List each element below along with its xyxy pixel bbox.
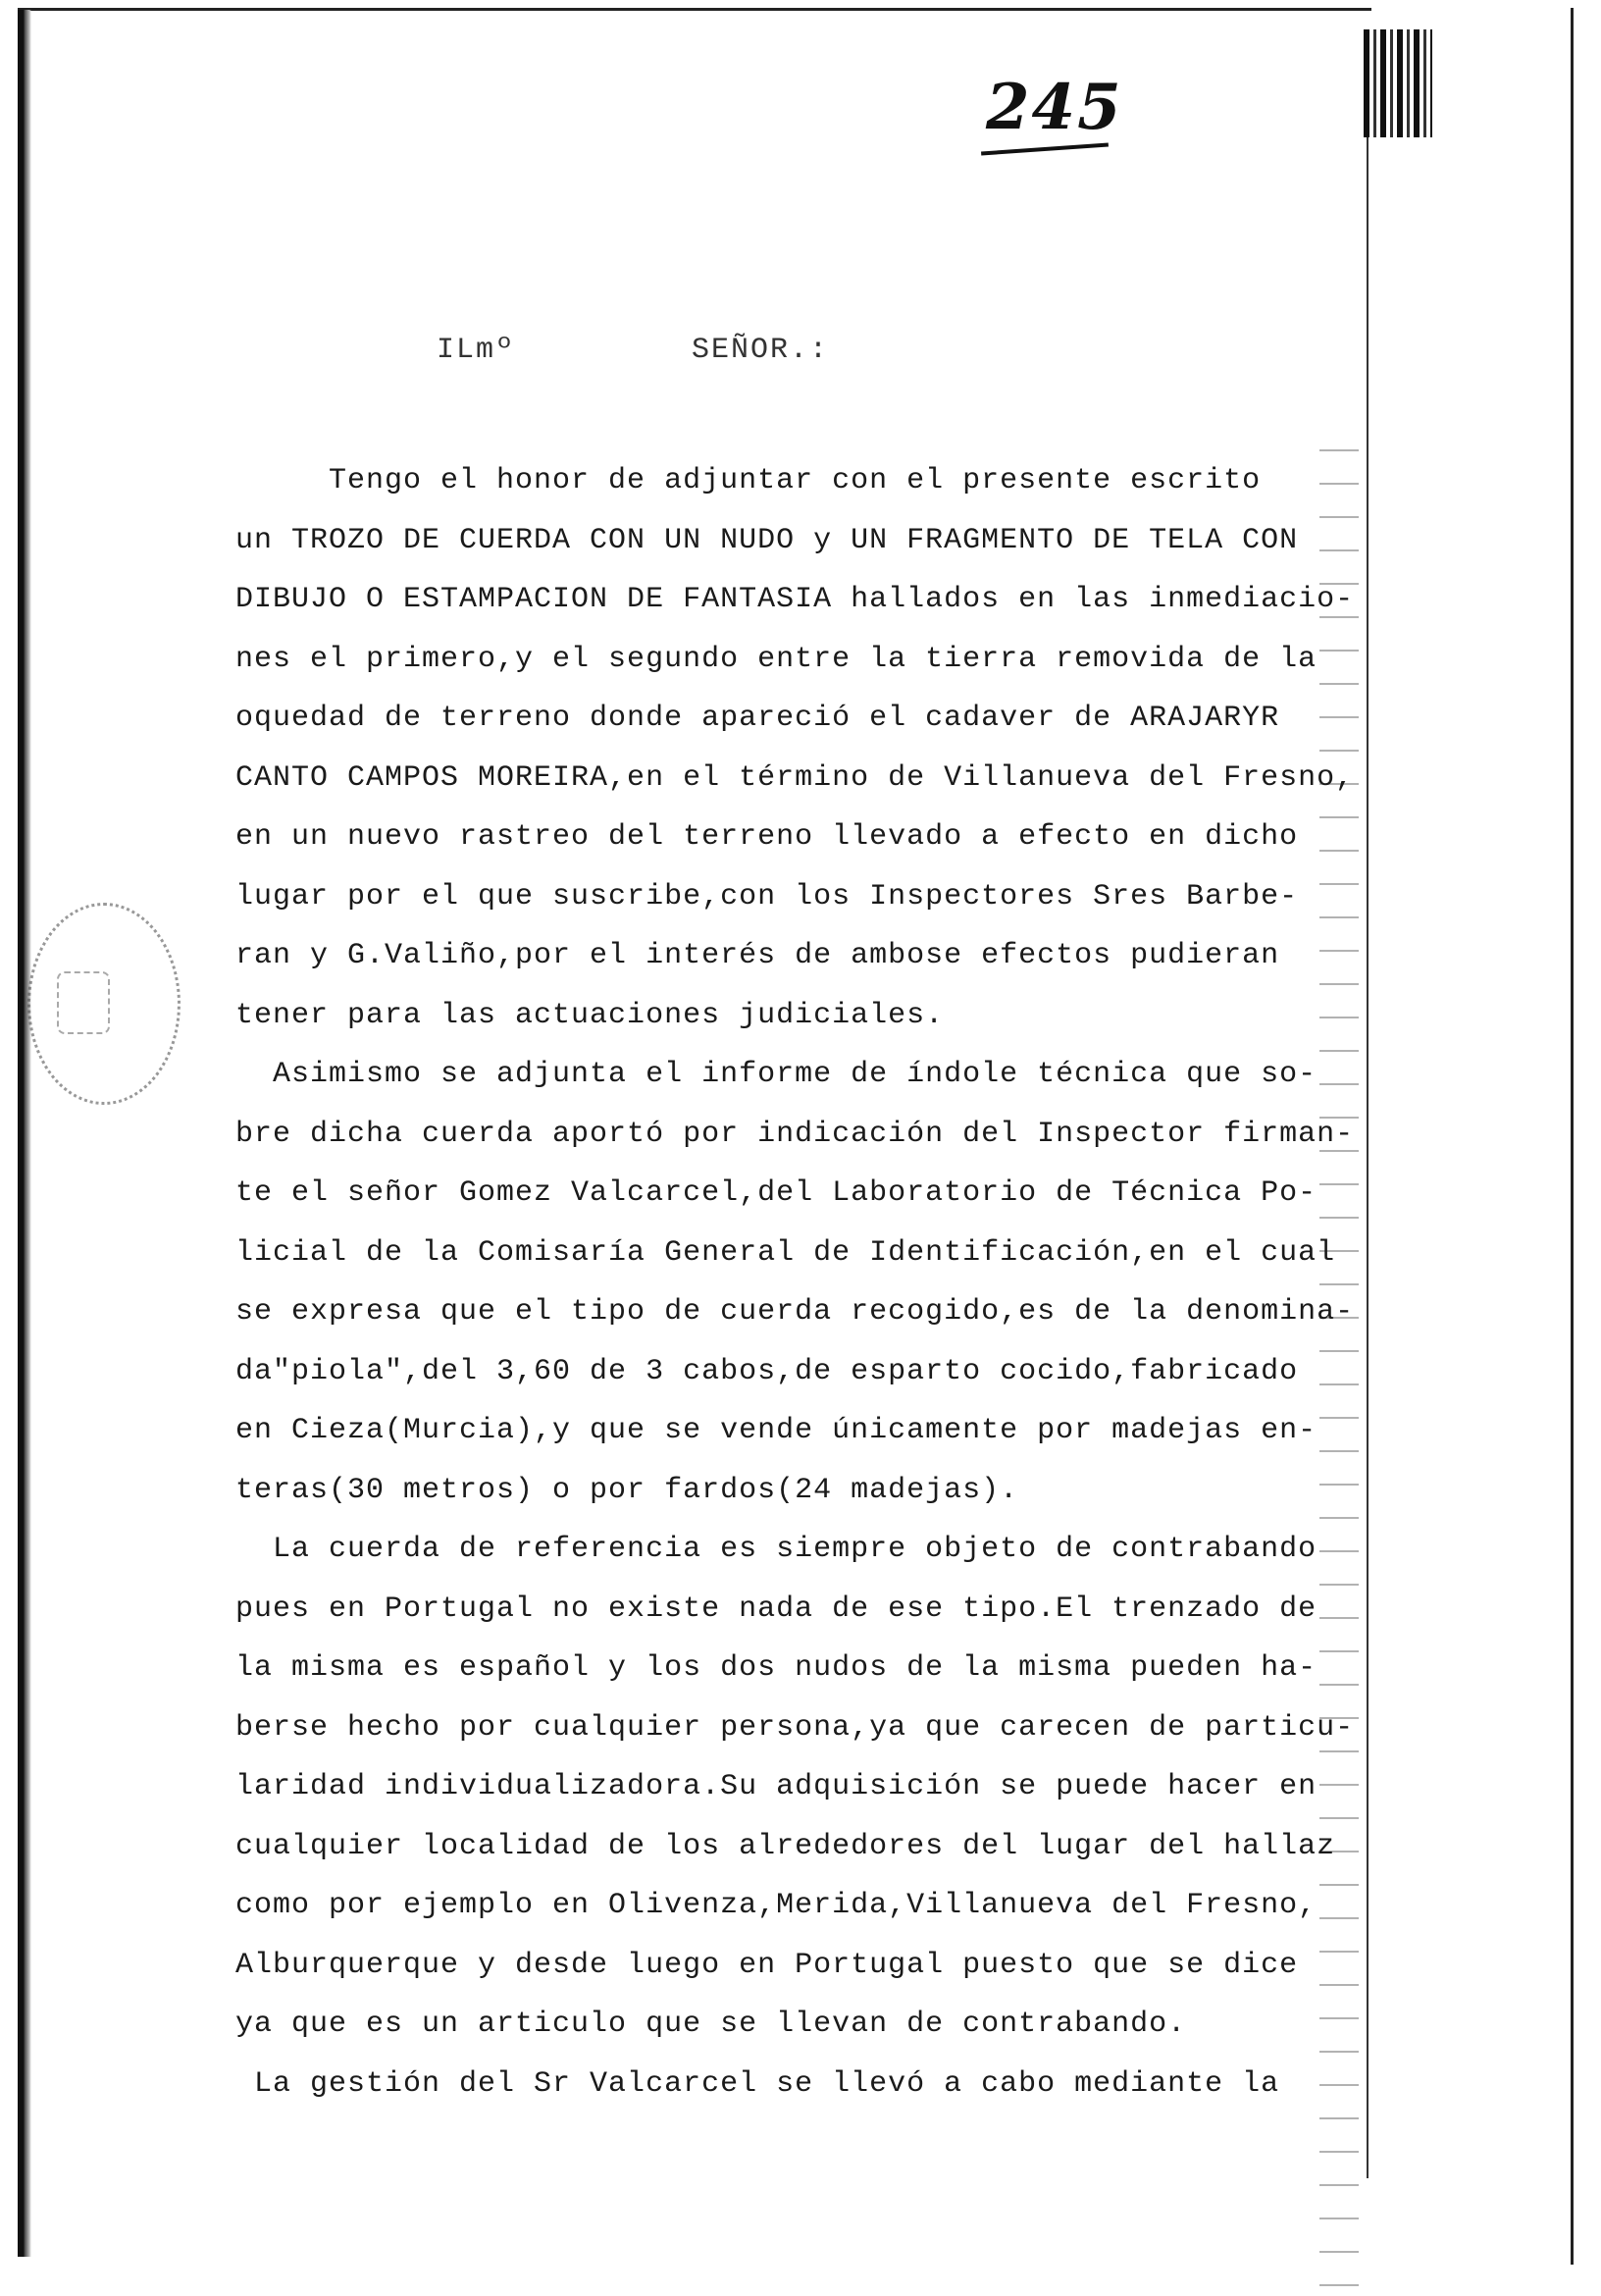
text-line: te el señor Gomez Valcarcel,del Laboratorio de Técnica Po- (235, 1176, 1317, 1210)
text-line: DIBUJO O ESTAMPACION DE FANTASIA hallados en las inmediacio- (235, 583, 1355, 616)
text-line: La cuerda de referencia es siempre objeto de contrabando (235, 1533, 1317, 1566)
text-line: ran y G.Valiño,por el interés de ambose efectos pudieran (235, 939, 1280, 972)
page-number-underline (981, 142, 1109, 155)
scan-corner-marks (1364, 29, 1432, 137)
text-line: Alburquerque y desde luego en Portugal puesto que se dice (235, 1948, 1299, 1982)
text-line: teras(30 metros) o por fardos(24 madejas). (235, 1473, 1019, 1507)
text-line: la misma es español y los dos nudos de la misma pueden ha- (235, 1651, 1317, 1685)
text-line: un TROZO DE CUERDA CON UN NUDO y UN FRAGMENTO DE TELA CON (235, 523, 1299, 557)
page-edge-left (18, 10, 31, 2257)
page-number: 245 (986, 71, 1123, 144)
salutation: ILmº SEÑOR.: (437, 334, 830, 367)
text-line: se expresa que el tipo de cuerda recogido,es de la denomina- (235, 1295, 1355, 1329)
text-line: berse hecho por cualquier persona,ya que carecen de particu- (235, 1710, 1355, 1745)
text-line: laridad individualizadora.Su adquisición se puede hacer en (235, 1770, 1317, 1803)
faded-stamp-inner (57, 971, 110, 1034)
text-line: nes el primero,y el segundo entre la tierra removida de la (235, 642, 1317, 676)
text-line: La gestión del Sr Valcarcel se llevó a cabo mediante la (235, 2066, 1280, 2101)
page-edge-top (18, 8, 1371, 11)
text-line: da"piola",del 3,60 de 3 cabos,de esparto cocido,fabricado (235, 1354, 1299, 1388)
text-line: bre dicha cuerda aportó por indicación del Inspector firman- (235, 1117, 1355, 1151)
text-line: lugar por el que suscribe,con los Inspectores Sres Barbe- (235, 879, 1299, 913)
text-line: Asimismo se adjunta el informe de índole técnica que so- (235, 1058, 1317, 1091)
text-line: ya que es un articulo que se llevan de contrabando. (235, 2008, 1187, 2041)
body-text (235, 451, 1373, 2113)
text-line: como por ejemplo en Olivenza,Merida,Villanueva del Fresno, (235, 1889, 1317, 1922)
text-line: en un nuevo rastreo del terreno llevado a efecto en dicho (235, 820, 1299, 854)
text-line: Tengo el honor de adjuntar con el presente escrito (235, 464, 1262, 497)
text-line: CANTO CAMPOS MOREIRA,en el término de Villanueva del Fresno, (235, 760, 1355, 795)
text-line: oquedad de terreno donde apareció el cadaver de ARAJARYR (235, 702, 1280, 735)
text-line: cualquier localidad de los alrededores del lugar del hallaz (235, 1829, 1336, 1863)
text-line: pues en Portugal no existe nada de ese tipo.El trenzado de (235, 1592, 1317, 1626)
page-edge-right (1571, 8, 1574, 2265)
text-line: tener para las actuaciones judiciales. (235, 998, 945, 1032)
text-line: en Cieza(Murcia),y que se vende únicamente por madejas en- (235, 1414, 1317, 1447)
text-line: licial de la Comisaría General de Identificación,en el cual (235, 1235, 1336, 1270)
